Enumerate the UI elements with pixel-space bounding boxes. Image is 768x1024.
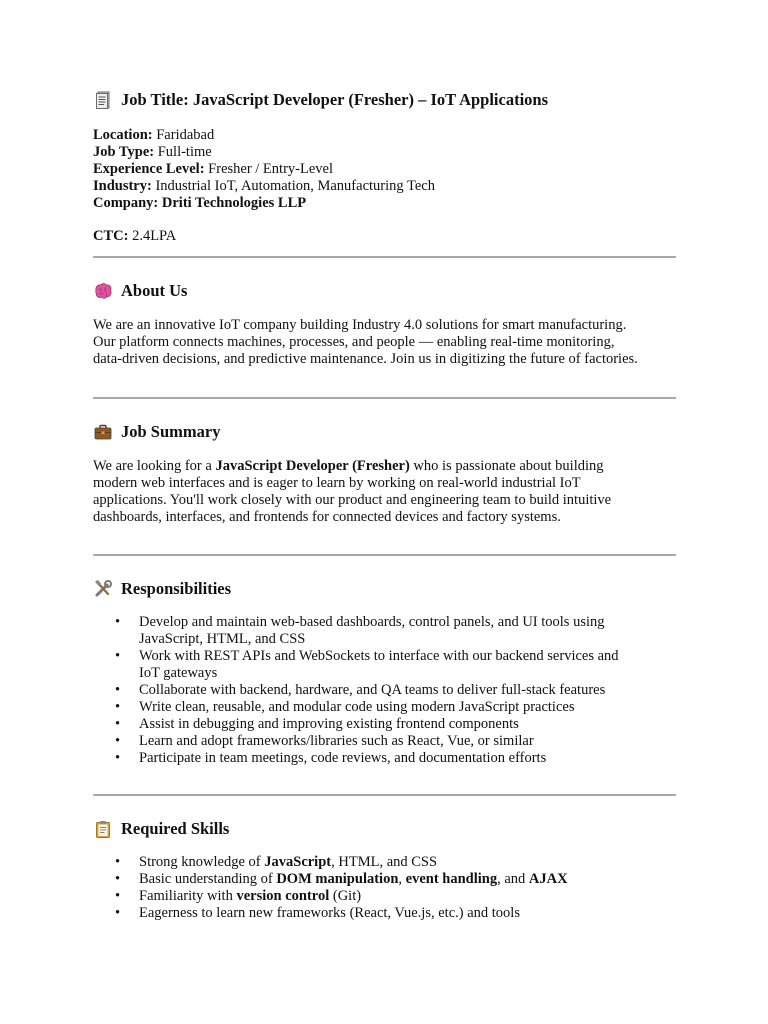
list-item-line: Learn and adopt frameworks/libraries such as React, Vue, or similar	[139, 733, 534, 749]
clipboard-icon	[93, 819, 113, 839]
meta-value: Driti Technologies LLP	[158, 195, 307, 211]
skill-keyword: event handling	[405, 871, 498, 887]
about-body	[93, 317, 676, 368]
list-item	[93, 682, 676, 699]
about-title: About Us	[121, 281, 188, 300]
divider	[93, 554, 676, 556]
list-item	[93, 750, 676, 767]
list-item	[93, 733, 676, 750]
meta-value: Faridabad	[152, 127, 215, 143]
skill-keyword: AJAX	[528, 871, 568, 887]
summary-title: Job Summary	[121, 422, 221, 441]
bullet: •	[115, 648, 121, 664]
meta-label: Location:	[93, 127, 153, 143]
divider	[93, 794, 676, 796]
bullet: •	[115, 871, 121, 887]
bullet: •	[115, 854, 121, 870]
meta-label: Experience Level:	[93, 161, 205, 177]
skill-keyword: DOM manipulation	[276, 871, 399, 887]
list-item-line: Work with REST APIs and WebSockets to interface with our backend services and	[139, 648, 619, 664]
list-item	[93, 699, 676, 716]
skill-text: Strong knowledge of	[139, 854, 265, 870]
bullet: •	[115, 888, 121, 904]
job-title-text: Job Title: JavaScript Developer (Fresher) – IoT Applications	[121, 90, 549, 109]
bullet: •	[115, 733, 121, 749]
list-item	[93, 905, 676, 922]
meta-company	[93, 195, 676, 212]
list-item-line: IoT gateways	[139, 665, 218, 681]
document-icon	[93, 90, 113, 110]
summary-heading	[93, 420, 676, 444]
about-line: data-driven decisions, and predictive maintenance. Join us in digitizing the future of factories.	[93, 351, 638, 367]
job-posting	[93, 88, 676, 922]
divider	[93, 397, 676, 399]
summary-line: modern web interfaces and is eager to learn by working on real-world industrial IoT	[93, 475, 581, 491]
list-item	[93, 614, 676, 648]
skill-text: Basic understanding of	[139, 871, 277, 887]
responsibilities-heading	[93, 577, 676, 601]
skills-heading	[93, 817, 676, 841]
bullet: •	[115, 682, 121, 698]
brain-icon	[93, 281, 113, 301]
bullet: •	[115, 716, 121, 732]
meta-label: Company:	[93, 195, 159, 211]
meta-experience	[93, 161, 676, 178]
meta-label: Industry:	[93, 178, 152, 194]
list-item-line: Collaborate with backend, hardware, and QA teams to deliver full-stack features	[139, 682, 606, 698]
list-item-line: Assist in debugging and improving existing frontend components	[139, 716, 519, 732]
meta-job-type	[93, 144, 676, 161]
skill-text: ,	[398, 871, 406, 887]
summary-line: applications. You'll work closely with our product and engineering team to build intuitive	[93, 492, 612, 508]
briefcase-icon	[93, 422, 113, 442]
meta-location	[93, 127, 676, 144]
list-item	[93, 648, 676, 682]
meta-value: Industrial IoT, Automation, Manufacturing Tech	[151, 178, 435, 194]
skill-text: , HTML, and CSS	[331, 854, 438, 870]
about-line: We are an innovative IoT company building Industry 4.0 solutions for smart manufacturing.	[93, 317, 627, 333]
list-item-line: Write clean, reusable, and modular code using modern JavaScript practices	[139, 699, 575, 715]
skill-keyword: version control	[236, 888, 330, 904]
meta-label: Job Type:	[93, 144, 155, 160]
list-item-line: JavaScript, HTML, and CSS	[139, 631, 306, 647]
list-item	[93, 854, 676, 871]
divider	[93, 256, 676, 258]
responsibilities-list	[93, 614, 676, 767]
meta-value: Full-time	[154, 144, 212, 160]
job-meta	[93, 127, 676, 212]
responsibilities-title: Responsibilities	[121, 579, 232, 598]
skill-text: Eagerness to learn new frameworks (React, Vue.js, etc.) and tools	[139, 905, 520, 921]
summary-line	[93, 458, 676, 475]
summary-role: JavaScript Developer (Fresher)	[215, 458, 410, 474]
job-title-heading	[93, 88, 676, 112]
skills-list	[93, 854, 676, 922]
list-item-line: Develop and maintain web-based dashboards, control panels, and UI tools using	[139, 614, 605, 630]
bullet: •	[115, 614, 121, 630]
bullet: •	[115, 699, 121, 715]
list-item-line: Participate in team meetings, code reviews, and documentation efforts	[139, 750, 547, 766]
about-line: Our platform connects machines, processes, and people — enabling real-time monitoring,	[93, 334, 615, 350]
ctc-label: CTC:	[93, 228, 129, 244]
list-item	[93, 871, 676, 888]
summary-text: who is passionate about building	[409, 458, 604, 474]
summary-text: We are looking for a	[93, 458, 216, 474]
summary-body	[93, 458, 676, 526]
tools-icon	[93, 579, 113, 599]
about-heading	[93, 279, 676, 303]
list-item	[93, 888, 676, 905]
bullet: •	[115, 750, 121, 766]
meta-industry	[93, 178, 676, 195]
summary-line: dashboards, interfaces, and frontends for connected devices and factory systems.	[93, 509, 561, 525]
skill-text: Familiarity with	[139, 888, 237, 904]
skill-keyword: JavaScript	[264, 854, 332, 870]
skill-text: (Git)	[329, 888, 362, 904]
list-item	[93, 716, 676, 733]
meta-ctc	[93, 228, 676, 245]
skills-title: Required Skills	[121, 819, 230, 838]
bullet: •	[115, 905, 121, 921]
skill-text: , and	[497, 871, 529, 887]
ctc-value: 2.4LPA	[128, 228, 177, 244]
meta-value: Fresher / Entry-Level	[204, 161, 333, 177]
